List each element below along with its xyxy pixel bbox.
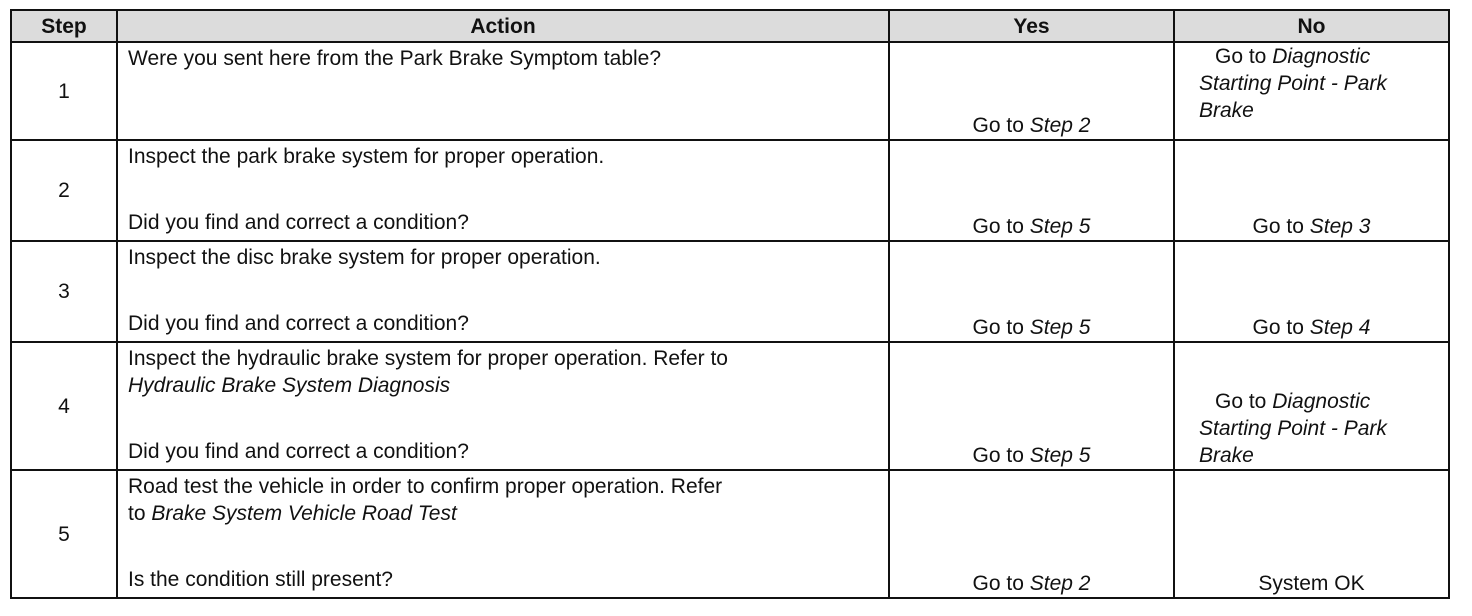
no-prefix: Go to — [1215, 45, 1273, 68]
action-text: Inspect the hydraulic brake system for proper operation. Refer to — [128, 347, 728, 370]
yes-cell — [889, 140, 1174, 241]
yes-step-link[interactable]: Step 2 — [1029, 114, 1091, 137]
action-question: Did you find and correct a condition? — [128, 312, 469, 335]
no-prefix: Go to — [1252, 215, 1310, 238]
header-row — [11, 10, 1449, 42]
action-ref-link[interactable]: Hydraulic Brake System Diagnosis — [128, 374, 451, 397]
yes-step-link[interactable]: Step 5 — [1029, 316, 1091, 339]
step-number: 1 — [11, 42, 117, 140]
yes-prefix: Go to — [972, 114, 1030, 137]
no-cell — [1174, 470, 1449, 598]
no-result: System OK — [1258, 572, 1365, 595]
no-cell — [1174, 140, 1449, 241]
yes-prefix: Go to — [972, 316, 1030, 339]
no-cell — [1174, 241, 1449, 342]
no-cell — [1174, 42, 1449, 140]
no-ref-link[interactable]: Diagnostic — [1272, 45, 1371, 68]
yes-prefix: Go to — [972, 572, 1030, 595]
yes-step-link[interactable]: Step 5 — [1029, 444, 1091, 467]
yes-prefix: Go to — [972, 444, 1030, 467]
step-number: 4 — [11, 342, 117, 470]
action-text: Were you sent here from the Park Brake Symptom table? — [128, 47, 662, 70]
no-cell — [1174, 342, 1449, 470]
no-prefix: Go to — [1252, 316, 1310, 339]
table-row — [11, 342, 1449, 470]
diagnostic-table — [10, 9, 1450, 599]
header-action: Action — [117, 10, 889, 42]
action-text: Road test the vehicle in order to confirm proper operation. Refer — [128, 475, 723, 498]
yes-cell — [889, 42, 1174, 140]
action-text-line2: to — [128, 502, 152, 525]
step-number: 3 — [11, 241, 117, 342]
action-cell — [117, 241, 889, 342]
no-step-link[interactable]: Step 4 — [1309, 316, 1371, 339]
yes-cell — [889, 241, 1174, 342]
table-row — [11, 470, 1449, 598]
no-ref-link-line3[interactable]: Brake — [1199, 99, 1254, 122]
table-row — [11, 140, 1449, 241]
action-question: Did you find and correct a condition? — [128, 440, 469, 463]
action-question: Did you find and correct a condition? — [128, 211, 469, 234]
no-ref-link[interactable]: Diagnostic — [1272, 390, 1371, 413]
action-cell — [117, 342, 889, 470]
no-step-link[interactable]: Step 3 — [1309, 215, 1371, 238]
header-step: Step — [11, 10, 117, 42]
action-cell — [117, 42, 889, 140]
step-number: 2 — [11, 140, 117, 241]
action-cell — [117, 470, 889, 598]
action-text: Inspect the disc brake system for proper operation. — [128, 246, 601, 269]
yes-step-link[interactable]: Step 2 — [1029, 572, 1091, 595]
no-ref-link-line2[interactable]: Starting Point - Park — [1199, 72, 1387, 95]
header-yes: Yes — [889, 10, 1174, 42]
no-prefix: Go to — [1215, 390, 1273, 413]
step-number: 5 — [11, 470, 117, 598]
no-ref-link-line2[interactable]: Starting Point - Park — [1199, 417, 1387, 440]
table-row — [11, 42, 1449, 140]
action-text: Inspect the park brake system for proper operation. — [128, 145, 605, 168]
action-question: Is the condition still present? — [128, 568, 393, 591]
action-cell — [117, 140, 889, 241]
yes-prefix: Go to — [972, 215, 1030, 238]
action-ref-link[interactable]: Brake System Vehicle Road Test — [151, 502, 457, 525]
table-row — [11, 241, 1449, 342]
yes-step-link[interactable]: Step 5 — [1029, 215, 1091, 238]
yes-cell — [889, 470, 1174, 598]
header-no: No — [1174, 10, 1449, 42]
yes-cell — [889, 342, 1174, 470]
no-ref-link-line3[interactable]: Brake — [1199, 444, 1254, 467]
